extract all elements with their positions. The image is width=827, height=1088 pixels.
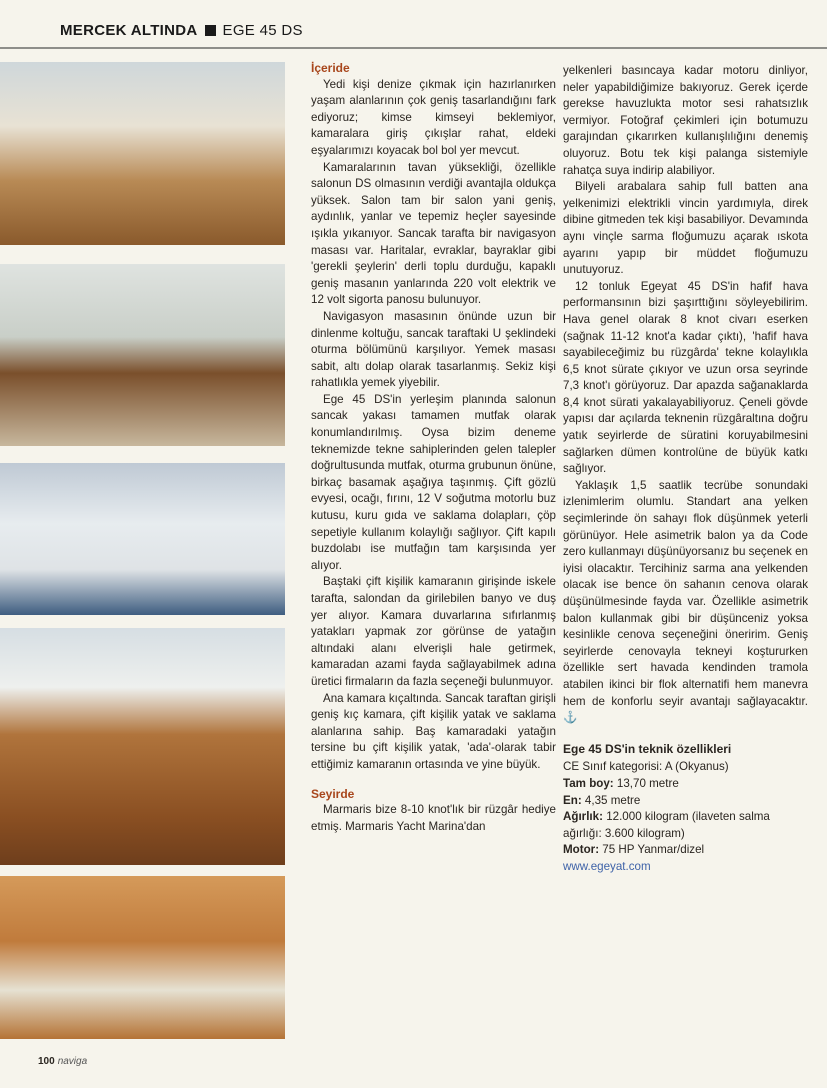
- spec-value: 12.000 kilogram (ilaveten salma ağırlığı: 3.600 kilogram): [563, 810, 770, 840]
- spec-label: Motor:: [563, 843, 600, 857]
- spec-label: Ağırlık:: [563, 810, 603, 824]
- section-header: [60, 22, 303, 39]
- text-column-1: [311, 60, 556, 835]
- spec-category: CE Sınıf kategorisi: A (Okyanus): [563, 760, 729, 774]
- header-divider: [0, 47, 827, 49]
- page-number: 100: [38, 1056, 55, 1067]
- photo-stern: [0, 463, 285, 615]
- paragraph: yelkenleri basıncaya kadar motoru dinliyor, neler yapabildiğimize bakıyoruz. Gerek içerde gerekse havuzlukta motor sesi rahatsızlık vermiyor. Fotoğraf çekimleri için botumuzu garajından çıkarırken kullanışlılığını denemiş oluyoruz. Botu tek kişi palanga sistemiyle rahatça suya indirip alabiliyor.: [563, 64, 808, 177]
- spec-box: [563, 741, 808, 876]
- paragraph: Marmaris bize 8-10 knot'lık bir rüzgâr hediye etmiş. Marmaris Yacht Marina'dan: [311, 803, 556, 833]
- photo-cockpit: [0, 62, 285, 245]
- heading-inside: İçeride: [311, 61, 350, 75]
- spec-engine: [563, 842, 808, 859]
- paragraph: Yaklaşık 1,5 saatlik tecrübe sonundaki izlenimlerim olumlu. Standart ana yelken seçimlerinde ön sahayı flok düşünmek yeterli görünüyor. Hele asimetrik balon ya da Code zero kullanmayı düşünüyorsanız bu seçenek en iyisi olacaktır. Tercihiniz sarma ana yelkenden olacak ise bence ön sahanın cenova olarak düşünülmesinde fayda var. Özellikle asimetrik balon kullanmak gibi bir düşünceniz yoksa kesinlikle cenova seçeneğini öneririm. Geniş seyirlerde cenovayla tekneyi koştururken özellikle sert havada kendinden tramola atabilen ikinci bir flok alternatifi hem manevra hem de konforlu seyir avantajı sağlayacaktır. ⚓: [563, 478, 808, 725]
- magazine-brand: naviga: [57, 1056, 88, 1067]
- article-title: EGE 45 DS: [222, 22, 303, 39]
- spec-title: Ege 45 DS'in teknik özellikleri: [563, 741, 732, 756]
- spec-label: En:: [563, 793, 582, 807]
- spec-label: Tam boy:: [563, 776, 614, 790]
- section-label: MERCEK ALTINDA: [60, 22, 198, 39]
- square-separator-icon: [205, 25, 216, 36]
- paragraph: 12 tonluk Egeyat 45 DS'in hafif hava performansının bizi şaşırttığını söyleyebilirim. Hava genel olarak 8 knot civarı eserken (sağnak 11-12 knot'a kadar çıktı), 'hafif hava sayabileceğimiz bu rüzgârda' tekne kolaylıkla 6,5 knot sürate çıkıyor ve uzun orsa seyrinde 7,3 knot'ı görüyoruz. Dar apazda sağanaklarda 8,4 knot sürati yakalayabiliyoruz. Çeneli gövde yapısı dar açılarda teknenin rüzgâraltına doğru yatık seyirlerde de süratini koruyabilmesini sağlarken dümen kontrolüne de büyük katkı sağlıyor.: [563, 279, 808, 476]
- paragraph: Bilyeli arabalara sahip full batten ana yelkenimizi elektrikli vincin yardımıyla, direk dibine gitmeden tek kişi basabiliyor. Devamında aynı vinçle sarma floğumuzu açarak ıskota ayarını yapıp bir müddet floğumuzu unutuyoruz.: [563, 180, 808, 277]
- spec-weight: [563, 809, 808, 842]
- photo-saloon: [0, 628, 285, 865]
- text-column-2: [563, 63, 808, 876]
- spec-beam: [563, 793, 808, 810]
- paragraph: Kamaralarının tavan yüksekliği, özellikle salonun DS olmasının verdiği avantajla oldukça yüksek. Salon tam bir salon yani geniş, aydınlık, yanlar ve tepemiz heçler sayesinde ışıkla yıkanıyor. Sancak tarafta bir navigasyon masası var. Haritalar, evraklar, bayraklar gibi 'gerekli şeylerin' derli toplu durduğu, kapaklı geniş masanın yanlarında 220 volt elektrik ve 12 volt sigorta panosu bulunuyor.: [311, 160, 556, 307]
- spec-value: 13,70 metre: [616, 776, 679, 790]
- paragraph: Baştaki çift kişilik kamaranın girişinde iskele tarafta, salondan da girilebilen banyo ve duş yer alıyor. Kamara duvarlarına sıfırlanmış yatakları yapmak zor görünse de yatağın altındaki alanı elverişli hale getirmek, kamaradan azami fayda sağlayabilmek adına üretici firmaların da fazla seçeneği bulunmuyor.: [311, 575, 556, 688]
- photo-galley: [0, 876, 285, 1039]
- page-footer: [38, 1056, 87, 1067]
- photo-salon-table: [0, 264, 285, 446]
- paragraph: Yedi kişi denize çıkmak için hazırlanırken yaşam alanlarının çok geniş tasarlandığını fark ediyoruz; kimse kimseyi beklemiyor, kamaralara giriş çıkışlar rahat, eldeki eşyalarımızı koyacak bol bol yer mevcut.: [311, 77, 556, 157]
- spec-length: [563, 776, 808, 793]
- spec-value: 4,35 metre: [584, 793, 641, 807]
- paragraph: Ege 45 DS'in yerleşim planında salonun sancak yakası tamamen mutfak olarak konumlandırılmış. Oysa bizim deneme teknemizde tekne sahiplerinden gelen talepler doğrultusunda mutfak, oturma grubunun önüne, birkaç basamak aşağıya taşınmış. Çift gözlü evyesi, ocağı, fırını, 12 V soğutma motorlu buz kutusu, kuru gıda ve saklama dolapları, çöp sepetiyle kullanım kolaylığı sağlıyor. Çift kapılı buzdolabı ise mutfağın tam karşısında yer alıyor.: [311, 392, 556, 572]
- spec-value: 75 HP Yanmar/dizel: [602, 843, 705, 857]
- paragraph: Ana kamara kıçaltında. Sancak taraftan girişli geniş kıç kamara, çift kişilik yatak ve saklama alanlarına sahip. Baş kamaradaki yatağın tersine bu çift kişilik yatak, 'ada'-olarak tabir ettiğimiz kamaranın ortasında ve yine büyük.: [311, 691, 556, 771]
- paragraph: Navigasyon masasının önünde uzun bir dinlenme koltuğu, sancak taraftaki U şeklindeki oturma bölümünü karşılıyor. Yemek masası sabit, altı dolap olarak tasarlanmış. Sekiz kişi rahatlıkla yemek yiyebilir.: [311, 309, 556, 390]
- heading-sailing: Seyirde: [311, 786, 355, 801]
- website-link[interactable]: www.egeyat.com: [563, 859, 651, 873]
